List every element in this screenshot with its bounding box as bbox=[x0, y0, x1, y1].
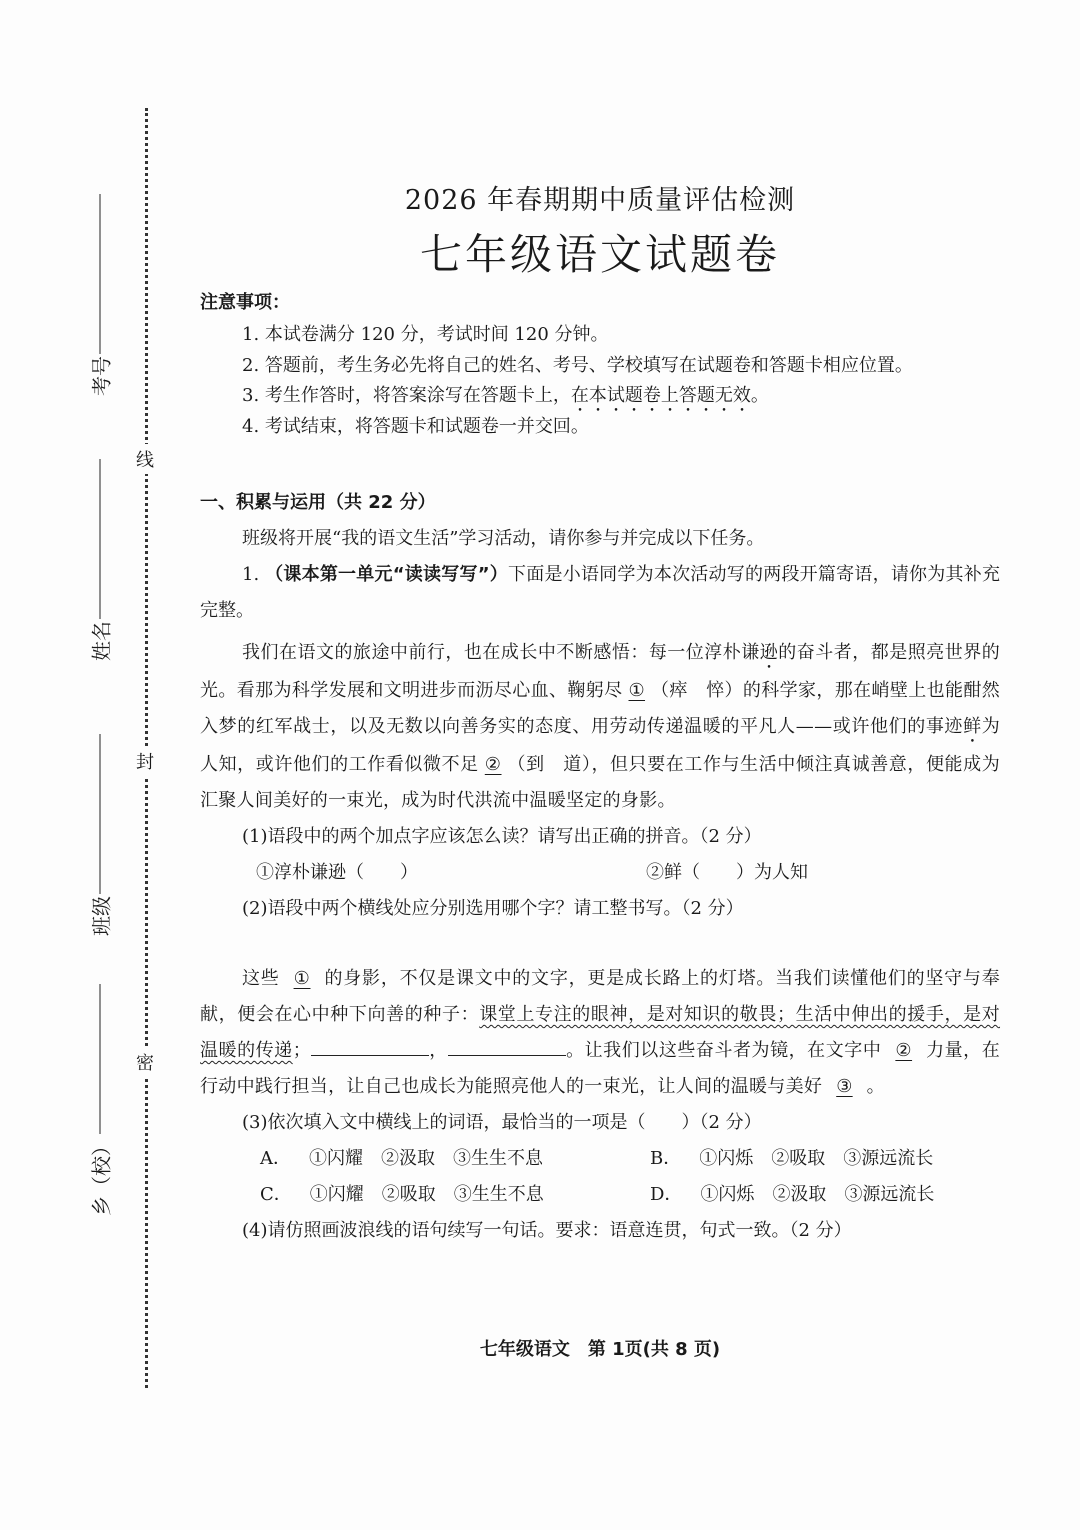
question-text: 下面是小语同学为本次活动写的两段开篇寄语，请你为其补充完整。 bbox=[200, 564, 1000, 621]
notice-title: 注意事项： bbox=[200, 292, 290, 313]
option-letter: D． bbox=[650, 1184, 683, 1205]
option-word: ③源远流长 bbox=[844, 1184, 935, 1205]
passage-text: 为人知，或许他们的工作看似微不足 bbox=[200, 716, 1000, 775]
option-word: ①闪烁 bbox=[699, 1148, 754, 1169]
passage-text: 的奋斗者，都是照亮世界的光。看那为科学发展和文明进步而沥尽心血、鞠躬尽 bbox=[200, 642, 1000, 701]
sub-question-2: (2)语段中两个横线处应分别选用哪个字？请工整书写。（2 分） bbox=[242, 898, 744, 919]
notice-item-text: 3. 考生作答时，将答案涂写在答题卡上， bbox=[242, 385, 571, 406]
seal-char-feng: 封 bbox=[136, 746, 154, 776]
option-word: ①闪耀 bbox=[309, 1184, 364, 1205]
passage-text: （瘁 悴）的科学家，那在峭壁上也能酣然入梦的红军战士，以及无数以向善务实的态度、用劳动传递温暖的平凡人——或许他们的事迹 bbox=[200, 680, 1000, 737]
continuation-blank-2[interactable] bbox=[448, 1033, 566, 1056]
blank-1[interactable]: ① bbox=[628, 680, 646, 701]
exam-number-blank[interactable] bbox=[100, 194, 101, 354]
option-letter: C． bbox=[260, 1184, 292, 1205]
section-intro: 班级将开展“我的语文生活”学习活动，请你参与并完成以下任务。 bbox=[242, 528, 765, 549]
passage-text: 这些 bbox=[242, 968, 280, 989]
passage-text: 。让我们以这些奋斗者为镜，在文字中 bbox=[565, 1040, 882, 1061]
option-word: ③生生不息 bbox=[453, 1184, 544, 1205]
passage-text: 。 bbox=[866, 1076, 885, 1097]
passage-1 bbox=[200, 635, 1000, 819]
sub-question-4: (4)请仿照画波浪线的语句续写一句话。要求：语意连贯，句式一致。（2 分） bbox=[242, 1220, 852, 1241]
exam-name: 2026 年春期期中质量评估检测 bbox=[404, 185, 796, 216]
continuation-blank-1[interactable] bbox=[311, 1033, 429, 1056]
notice-item: 4. 考试结束，将答题卡和试题卷一并交回。 bbox=[242, 415, 589, 437]
notice-item: 1. 本试卷满分 120 分，考试时间 120 分钟。 bbox=[242, 324, 609, 345]
blank-p2-3[interactable]: ③ bbox=[836, 1076, 853, 1097]
passage-text: ； bbox=[292, 1040, 312, 1061]
question-tag: （课本第一单元“读读写写”） bbox=[265, 564, 509, 585]
notice-emphasis: 在本试题卷上答题无效。 bbox=[570, 385, 769, 406]
name-blank[interactable] bbox=[100, 459, 101, 619]
seal-char-xian: 线 bbox=[136, 444, 154, 474]
passage-2 bbox=[200, 961, 1000, 1105]
section-title: 一、积累与运用（共 22 分） bbox=[200, 492, 436, 513]
school-field[interactable] bbox=[80, 970, 120, 1230]
pinyin-answers bbox=[200, 855, 1000, 891]
question-1 bbox=[200, 557, 1000, 629]
option-word: ③源远流长 bbox=[843, 1148, 934, 1169]
blank-p2-2[interactable]: ② bbox=[895, 1040, 913, 1061]
option-word: ②吸取 bbox=[381, 1184, 436, 1205]
option-word: ①闪耀 bbox=[309, 1148, 363, 1169]
class-field[interactable] bbox=[80, 730, 120, 940]
passage-text: 的身影，不仅是课文中的文字，更是成长路上的灯塔。当我们读懂他们的坚守与奉献，便会在心中种下向善的种子： bbox=[200, 968, 1001, 1025]
pinyin-answer-a[interactable]: ①淳朴谦逊（ ） bbox=[256, 862, 418, 883]
passage-text: 力量，在行动中践行担当，让自己也成长为能照亮他人的一束光，让人间的温暖与美好 bbox=[200, 1040, 1000, 1097]
option-letter: A． bbox=[260, 1148, 291, 1169]
blank-p2-1[interactable]: ① bbox=[293, 968, 311, 989]
option-word: ②汲取 bbox=[772, 1184, 827, 1205]
exam-number-field[interactable] bbox=[80, 190, 120, 400]
options bbox=[200, 1141, 1000, 1213]
paper-title: 七年级语文试题卷 bbox=[419, 230, 780, 279]
passage-text: 我们在语文的旅途中前行，也在成长中不断感悟：每一位淳朴谦 bbox=[242, 642, 760, 663]
passage-text: （到 道），但只要在工作与生活中倾注真诚善意，便能成为汇聚人间美好的一束光，成为时代洪流中温暖坚定的身影。 bbox=[200, 754, 1001, 811]
name-field[interactable] bbox=[80, 455, 120, 665]
seal-char-mi: 密 bbox=[136, 1047, 154, 1077]
dotted-char: 鲜 bbox=[963, 716, 982, 737]
class-blank[interactable] bbox=[100, 734, 101, 894]
option-a[interactable] bbox=[260, 1141, 650, 1177]
sub-question-3: (3)依次填入文中横线上的词语，最恰当的一项是（ ）（2 分） bbox=[242, 1112, 762, 1133]
option-d[interactable] bbox=[650, 1177, 1010, 1213]
exam-number-label: 考号 bbox=[89, 356, 114, 396]
sub-question-1: (1)语段中的两个加点字应该怎么读？请写出正确的拼音。（2 分） bbox=[242, 826, 762, 847]
option-word: ②汲取 bbox=[381, 1148, 435, 1169]
pinyin-answer-b[interactable]: ②鲜（ ）为人知 bbox=[646, 862, 808, 883]
option-word: ①闪烁 bbox=[700, 1184, 755, 1205]
main-content bbox=[200, 286, 1000, 1249]
passage-text: ， bbox=[429, 1040, 448, 1061]
name-label: 姓名 bbox=[89, 621, 114, 661]
notice-item bbox=[200, 381, 1000, 412]
page-footer: 七年级语文 第 1页(共 8 页) bbox=[479, 1339, 721, 1360]
option-b[interactable] bbox=[650, 1141, 1010, 1177]
school-label: 乡（校） bbox=[89, 1136, 114, 1216]
question-number: 1. bbox=[242, 564, 260, 585]
school-blank[interactable] bbox=[100, 984, 101, 1134]
option-word: ③生生不息 bbox=[453, 1148, 543, 1169]
option-letter: B． bbox=[650, 1148, 682, 1169]
option-word: ②吸取 bbox=[771, 1148, 826, 1169]
blank-2[interactable]: ② bbox=[484, 754, 502, 775]
option-c[interactable] bbox=[260, 1177, 650, 1213]
dotted-char: 逊 bbox=[759, 642, 779, 663]
wavy-sentence: 课堂上专注的眼神，是对知识的敬畏；生活中伸出的援手，是对温暖的传递 bbox=[200, 1004, 1001, 1061]
class-label: 班级 bbox=[89, 896, 114, 936]
notice-item: 2. 答题前，考生务必先将自己的姓名、考号、学校填写在试题卷和答题卡相应位置。 bbox=[242, 354, 913, 376]
